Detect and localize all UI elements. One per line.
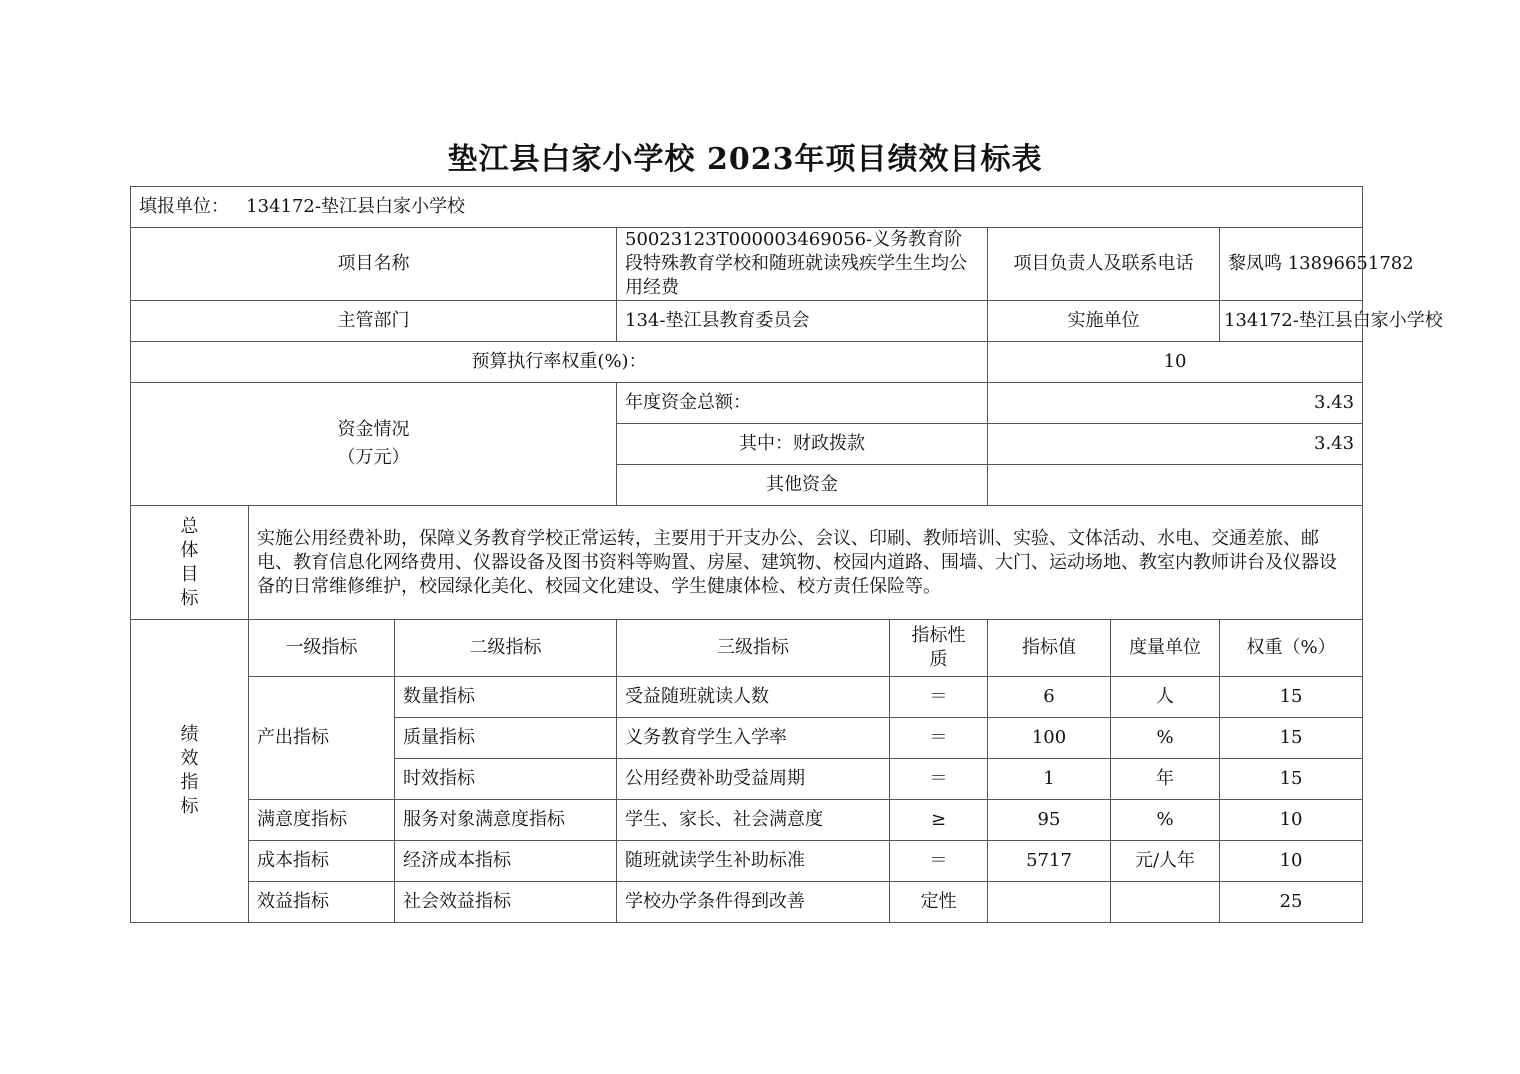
row-nature: ＝ bbox=[890, 677, 988, 718]
row-level3: 义务教育学生入学率 bbox=[617, 718, 890, 759]
funds-other-label: 其他资金 bbox=[617, 465, 988, 506]
row-value: 1 bbox=[988, 759, 1111, 800]
row-nature: ＝ bbox=[890, 718, 988, 759]
header-level3: 三级指标 bbox=[617, 620, 890, 677]
contact-label: 项目负责人及联系电话 bbox=[988, 228, 1220, 301]
header-nature-line2: 质 bbox=[929, 649, 948, 670]
fill-unit-value: 134172-垫江县白家小学校 bbox=[246, 196, 465, 217]
row-unit bbox=[1111, 882, 1220, 923]
row-unit: 人 bbox=[1111, 677, 1220, 718]
row-nature: ＝ bbox=[890, 759, 988, 800]
output-indicator-label: 产出指标 bbox=[249, 677, 395, 800]
row-level3: 受益随班就读人数 bbox=[617, 677, 890, 718]
table-row bbox=[131, 677, 1363, 718]
indicator-char: 指 bbox=[180, 772, 199, 793]
budget-weight-value: 10 bbox=[988, 342, 1363, 383]
indicator-char: 标 bbox=[180, 796, 199, 817]
header-nature bbox=[890, 620, 988, 677]
funds-label-line1: 资金情况 bbox=[337, 419, 410, 440]
impl-label: 实施单位 bbox=[988, 301, 1220, 342]
header-level1: 一级指标 bbox=[249, 620, 395, 677]
goal-char: 目 bbox=[180, 563, 199, 585]
row-level2: 质量指标 bbox=[395, 718, 617, 759]
funds-label bbox=[131, 383, 617, 506]
row-value: 6 bbox=[988, 677, 1111, 718]
row-level2: 时效指标 bbox=[395, 759, 617, 800]
funds-total-row bbox=[131, 383, 1363, 424]
goal-char: 标 bbox=[180, 587, 199, 609]
row-value bbox=[988, 882, 1111, 923]
row-value: 100 bbox=[988, 718, 1111, 759]
contact-value: 黎凤鸣 13896651782 bbox=[1220, 228, 1363, 301]
overall-goal-label bbox=[131, 506, 249, 620]
row-level2: 社会效益指标 bbox=[395, 882, 617, 923]
header-level2: 二级指标 bbox=[395, 620, 617, 677]
row-level3: 学生、家长、社会满意度 bbox=[617, 800, 890, 841]
dept-value: 134-垫江县教育委员会 bbox=[617, 301, 988, 342]
table-row bbox=[131, 800, 1363, 841]
header-nature-line1: 指标性 bbox=[911, 625, 966, 646]
header-unit: 度量单位 bbox=[1111, 620, 1220, 677]
row-level3: 公用经费补助受益周期 bbox=[617, 759, 890, 800]
row-nature: 定性 bbox=[890, 882, 988, 923]
project-name-row bbox=[131, 228, 1363, 301]
row-unit: % bbox=[1111, 800, 1220, 841]
row-unit: 元/人年 bbox=[1111, 841, 1220, 882]
row-value: 95 bbox=[988, 800, 1111, 841]
fill-unit-label: 填报单位： bbox=[139, 196, 229, 217]
indicator-char: 绩 bbox=[180, 724, 199, 745]
project-name-label: 项目名称 bbox=[131, 228, 617, 301]
row-weight: 10 bbox=[1220, 841, 1363, 882]
row-weight: 10 bbox=[1220, 800, 1363, 841]
row-weight: 15 bbox=[1220, 677, 1363, 718]
row-weight: 15 bbox=[1220, 718, 1363, 759]
row-nature: ≥ bbox=[890, 800, 988, 841]
performance-target-table bbox=[130, 186, 1443, 923]
header-weight: 权重（%） bbox=[1220, 620, 1363, 677]
page-title: 垫江县白家小学校 2023年项目绩效目标表 bbox=[447, 142, 1043, 177]
indicator-label bbox=[131, 620, 249, 923]
row-level1: 成本指标 bbox=[249, 841, 395, 882]
row-level1: 效益指标 bbox=[249, 882, 395, 923]
fill-unit-cell bbox=[131, 187, 1363, 228]
dept-label: 主管部门 bbox=[131, 301, 617, 342]
row-value: 5717 bbox=[988, 841, 1111, 882]
row-weight: 25 bbox=[1220, 882, 1363, 923]
header-value: 指标值 bbox=[988, 620, 1111, 677]
row-level2: 服务对象满意度指标 bbox=[395, 800, 617, 841]
project-name-value: 50023123T000003469056-义务教育阶段特殊教育学校和随班就读残疾学生生均公用经费 bbox=[617, 228, 988, 301]
funds-total-label: 年度资金总额： bbox=[617, 383, 988, 424]
funds-fiscal-label: 其中：财政拨款 bbox=[617, 424, 988, 465]
row-nature: ＝ bbox=[890, 841, 988, 882]
row-level2: 数量指标 bbox=[395, 677, 617, 718]
funds-fiscal-value: 3.43 bbox=[988, 424, 1363, 465]
row-level3: 随班就读学生补助标准 bbox=[617, 841, 890, 882]
goal-char: 总 bbox=[180, 515, 199, 537]
row-level1: 满意度指标 bbox=[249, 800, 395, 841]
budget-weight-label: 预算执行率权重(%)： bbox=[131, 342, 988, 383]
impl-value: 134172-垫江县白家小学校 bbox=[1220, 301, 1363, 342]
goal-char: 体 bbox=[180, 539, 199, 561]
row-level3: 学校办学条件得到改善 bbox=[617, 882, 890, 923]
indicator-header-row bbox=[131, 620, 1363, 677]
table-row bbox=[131, 841, 1363, 882]
indicator-char: 效 bbox=[180, 748, 199, 769]
overall-goal-row bbox=[131, 506, 1363, 620]
fill-unit-row bbox=[131, 187, 1363, 228]
funds-label-line2: （万元） bbox=[337, 447, 410, 468]
row-unit: 年 bbox=[1111, 759, 1220, 800]
funds-other-value bbox=[988, 465, 1363, 506]
table-row bbox=[131, 882, 1363, 923]
row-level2: 经济成本指标 bbox=[395, 841, 617, 882]
row-unit: % bbox=[1111, 718, 1220, 759]
row-weight: 15 bbox=[1220, 759, 1363, 800]
overall-goal-text: 实施公用经费补助，保障义务教育学校正常运转，主要用于开支办公、会议、印刷、教师培训、实验、文体活动、水电、交通差旅、邮电、教育信息化网络费用、仪器设备及图书资料等购置、房屋、建筑物、校园内道路、围墙、大门、运动场地、教室内教师讲台及仪器设备的日常维修维护，校园绿化美化、校园文化建设、学生健康体检、校方责任保险等。 bbox=[249, 506, 1363, 620]
funds-total-value: 3.43 bbox=[988, 383, 1363, 424]
budget-weight-row bbox=[131, 342, 1363, 383]
dept-row bbox=[131, 301, 1363, 342]
